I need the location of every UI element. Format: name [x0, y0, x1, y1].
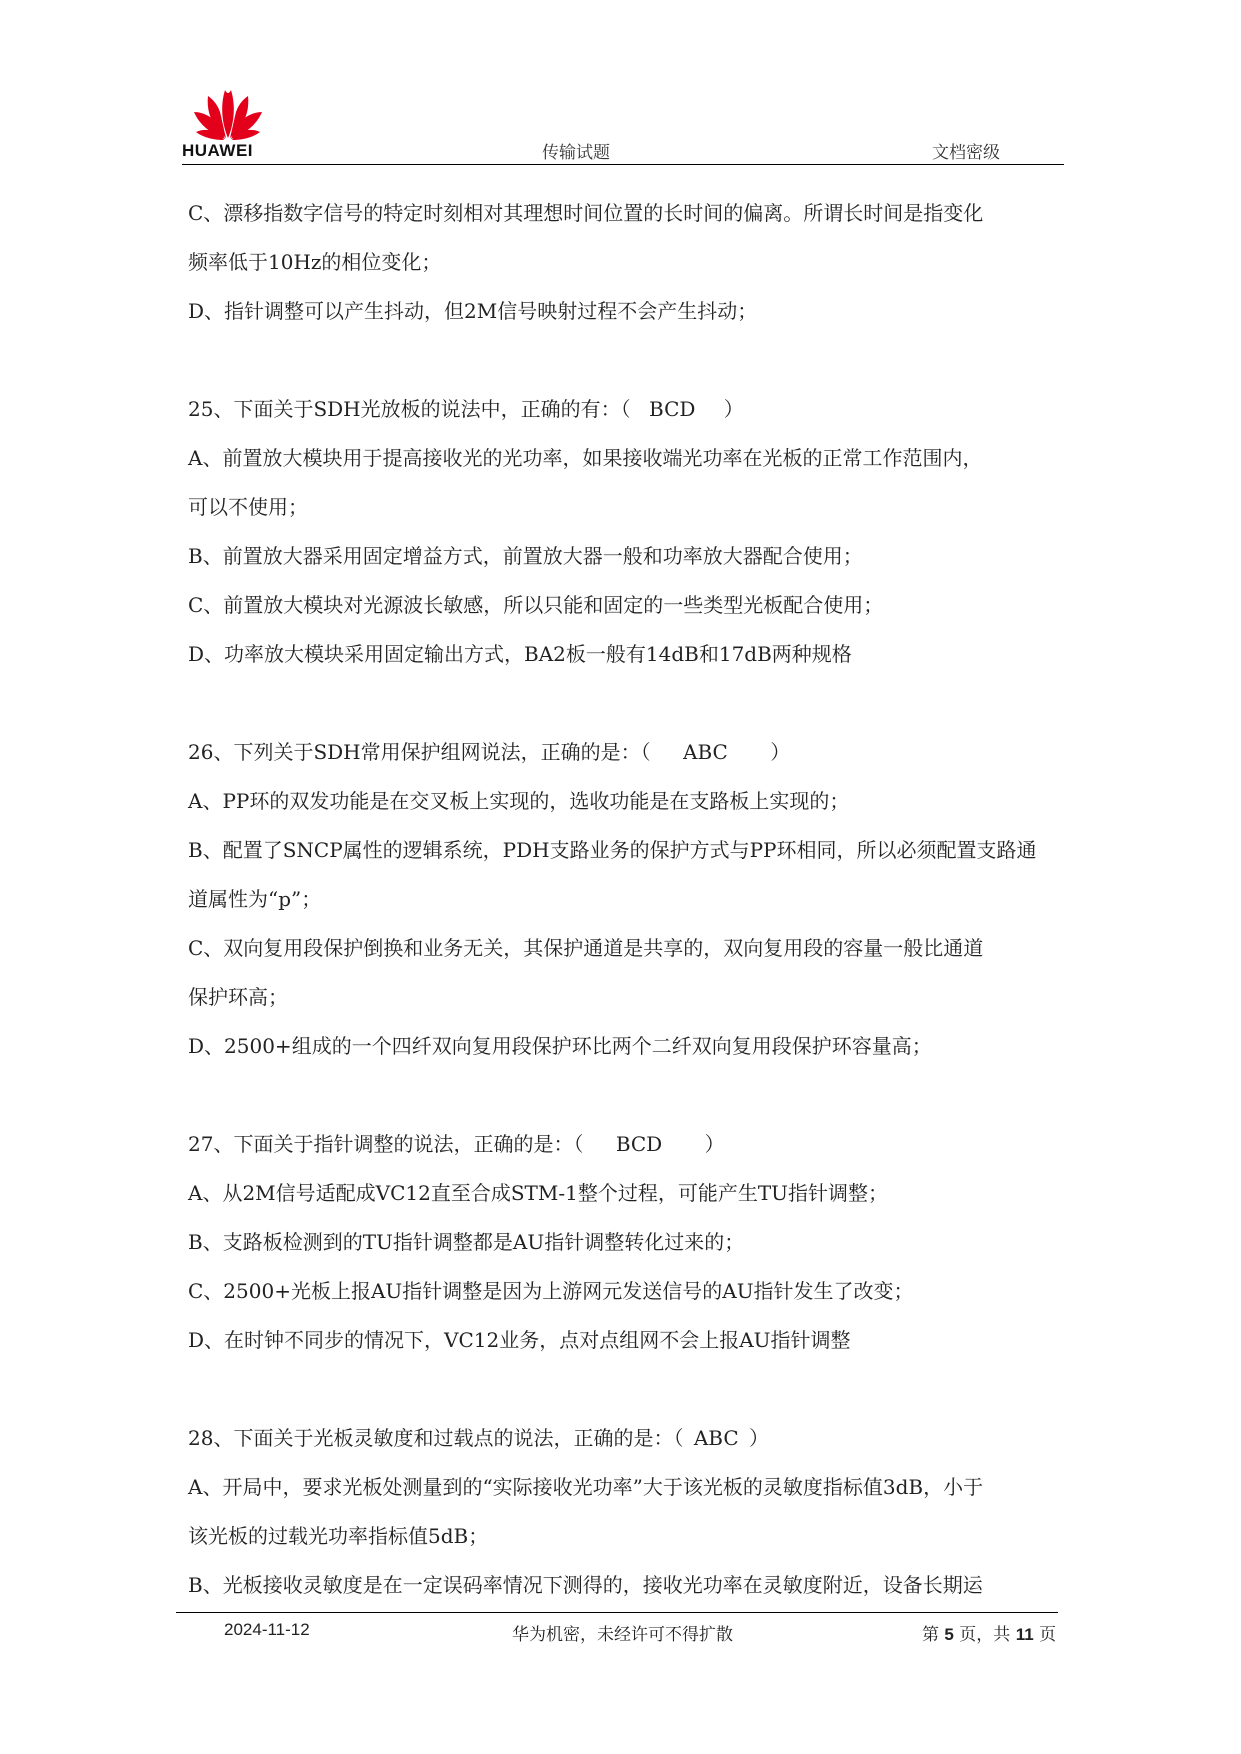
footer-page-number — [922, 1620, 1056, 1645]
q28-option-a: A、开局中，要求光板处测量到的“实际接收光功率”大于该光板的灵敏度指标值3dB，小于 — [188, 1475, 984, 1499]
q26-stem — [188, 728, 1068, 777]
q25-option-c: C、前置放大模块对光源波长敏感，所以只能和固定的一些类型光板配合使用； — [188, 593, 884, 617]
page-header — [182, 84, 1064, 166]
spacer — [188, 336, 1068, 385]
huawei-logo — [182, 84, 272, 166]
spacer — [188, 1365, 1068, 1414]
page-prefix: 第 — [922, 1625, 939, 1645]
question-close: ） — [723, 397, 744, 421]
q28-stem — [188, 1414, 1068, 1463]
question-answer: BCD — [649, 397, 696, 421]
q27-option-c: C、2500+光板上报AU指针调整是因为上游网元发送信号的AU指针发生了改变； — [188, 1279, 914, 1303]
q28-option-b: B、光板接收灵敏度是在一定误码率情况下测得的，接收光功率在灵敏度附近，设备长期运 — [188, 1573, 983, 1597]
header-rule — [182, 164, 1064, 165]
question-close: ） — [704, 1132, 725, 1156]
page-total: 11 — [1015, 1625, 1034, 1644]
logo-wordmark: HUAWEI — [182, 141, 253, 160]
q25-option-b: B、前置放大器采用固定增益方式，前置放大器一般和功率放大器配合使用； — [188, 544, 863, 568]
q26-option-b: B、配置了SNCP属性的逻辑系统，PDH支路业务的保护方式与PP环相同，所以必须配置支路通 — [188, 838, 1037, 862]
q25-stem — [188, 385, 1068, 434]
q24-option-d: D、指针调整可以产生抖动，但2M信号映射过程不会产生抖动； — [188, 299, 758, 323]
page-content — [188, 189, 1068, 1610]
question-text: 28、下面关于光板灵敏度和过载点的说法，正确的是：（ — [188, 1426, 684, 1450]
page-middle: 页，共 — [959, 1625, 1011, 1645]
q26-option-b-cont: 道属性为“p”； — [188, 887, 322, 911]
q27-option-b: B、支路板检测到的TU指针调整都是AU指针调整转化过来的； — [188, 1230, 745, 1254]
page-suffix: 页 — [1039, 1625, 1057, 1645]
q26-option-d: D、2500+组成的一个四纤双向复用段保护环比两个二纤双向复用段保护环容量高； — [188, 1034, 932, 1058]
question-answer: ABC — [683, 740, 728, 764]
q25-option-a: A、前置放大模块用于提高接收光的光功率，如果接收端光功率在光板的正常工作范围内， — [188, 446, 983, 470]
question-text: 26、下列关于SDH常用保护组网说法，正确的是：（ — [188, 740, 651, 764]
question-answer: BCD — [615, 1132, 663, 1156]
question-text: 25、下面关于SDH光放板的说法中，正确的有：（ — [188, 397, 631, 421]
question-text: 27、下面关于指针调整的说法，正确的是：（ — [188, 1132, 584, 1156]
footer-rule — [176, 1612, 1058, 1613]
q27-option-d: D、在时钟不同步的情况下，VC12业务，点对点组网不会上报AU指针调整 — [188, 1328, 851, 1352]
q25-option-d: D、功率放大模块采用固定输出方式，BA2板一般有14dB和17dB两种规格 — [188, 642, 852, 666]
question-close: ） — [749, 1426, 769, 1450]
spacer — [188, 679, 1068, 728]
document-classification: 文档密级 — [932, 143, 1000, 163]
q27-stem — [188, 1120, 1068, 1169]
spacer — [188, 1071, 1068, 1120]
q24-option-c-cont: 频率低于10Hz的相位变化； — [188, 250, 442, 274]
q25-option-a-cont: 可以不使用； — [188, 495, 308, 519]
q26-option-a: A、PP环的双发功能是在交叉板上实现的，选收功能是在支路板上实现的； — [188, 789, 850, 813]
question-answer: ABC — [693, 1426, 739, 1450]
footer-confidentiality: 华为机密，未经许可不得扩散 — [512, 1625, 733, 1645]
huawei-petals-icon — [192, 84, 264, 140]
page-current: 5 — [944, 1625, 954, 1644]
question-close: ） — [770, 740, 791, 764]
q27-option-a: A、从2M信号适配成VC12直至合成STM-1整个过程，可能产生TU指针调整； — [188, 1181, 889, 1205]
footer-date: 2024-11-12 — [224, 1620, 310, 1639]
q26-option-c-cont: 保护环高； — [188, 985, 288, 1009]
q28-option-a-cont: 该光板的过载光功率指标值5dB； — [188, 1524, 489, 1548]
q26-option-c: C、双向复用段保护倒换和业务无关，其保护通道是共享的，双向复用段的容量一般比通道 — [188, 936, 984, 960]
document-title: 传输试题 — [542, 143, 610, 163]
page-footer — [176, 1612, 1058, 1652]
q24-option-c: C、漂移指数字信号的特定时刻相对其理想时间位置的长时间的偏离。所谓长时间是指变化 — [188, 201, 984, 225]
